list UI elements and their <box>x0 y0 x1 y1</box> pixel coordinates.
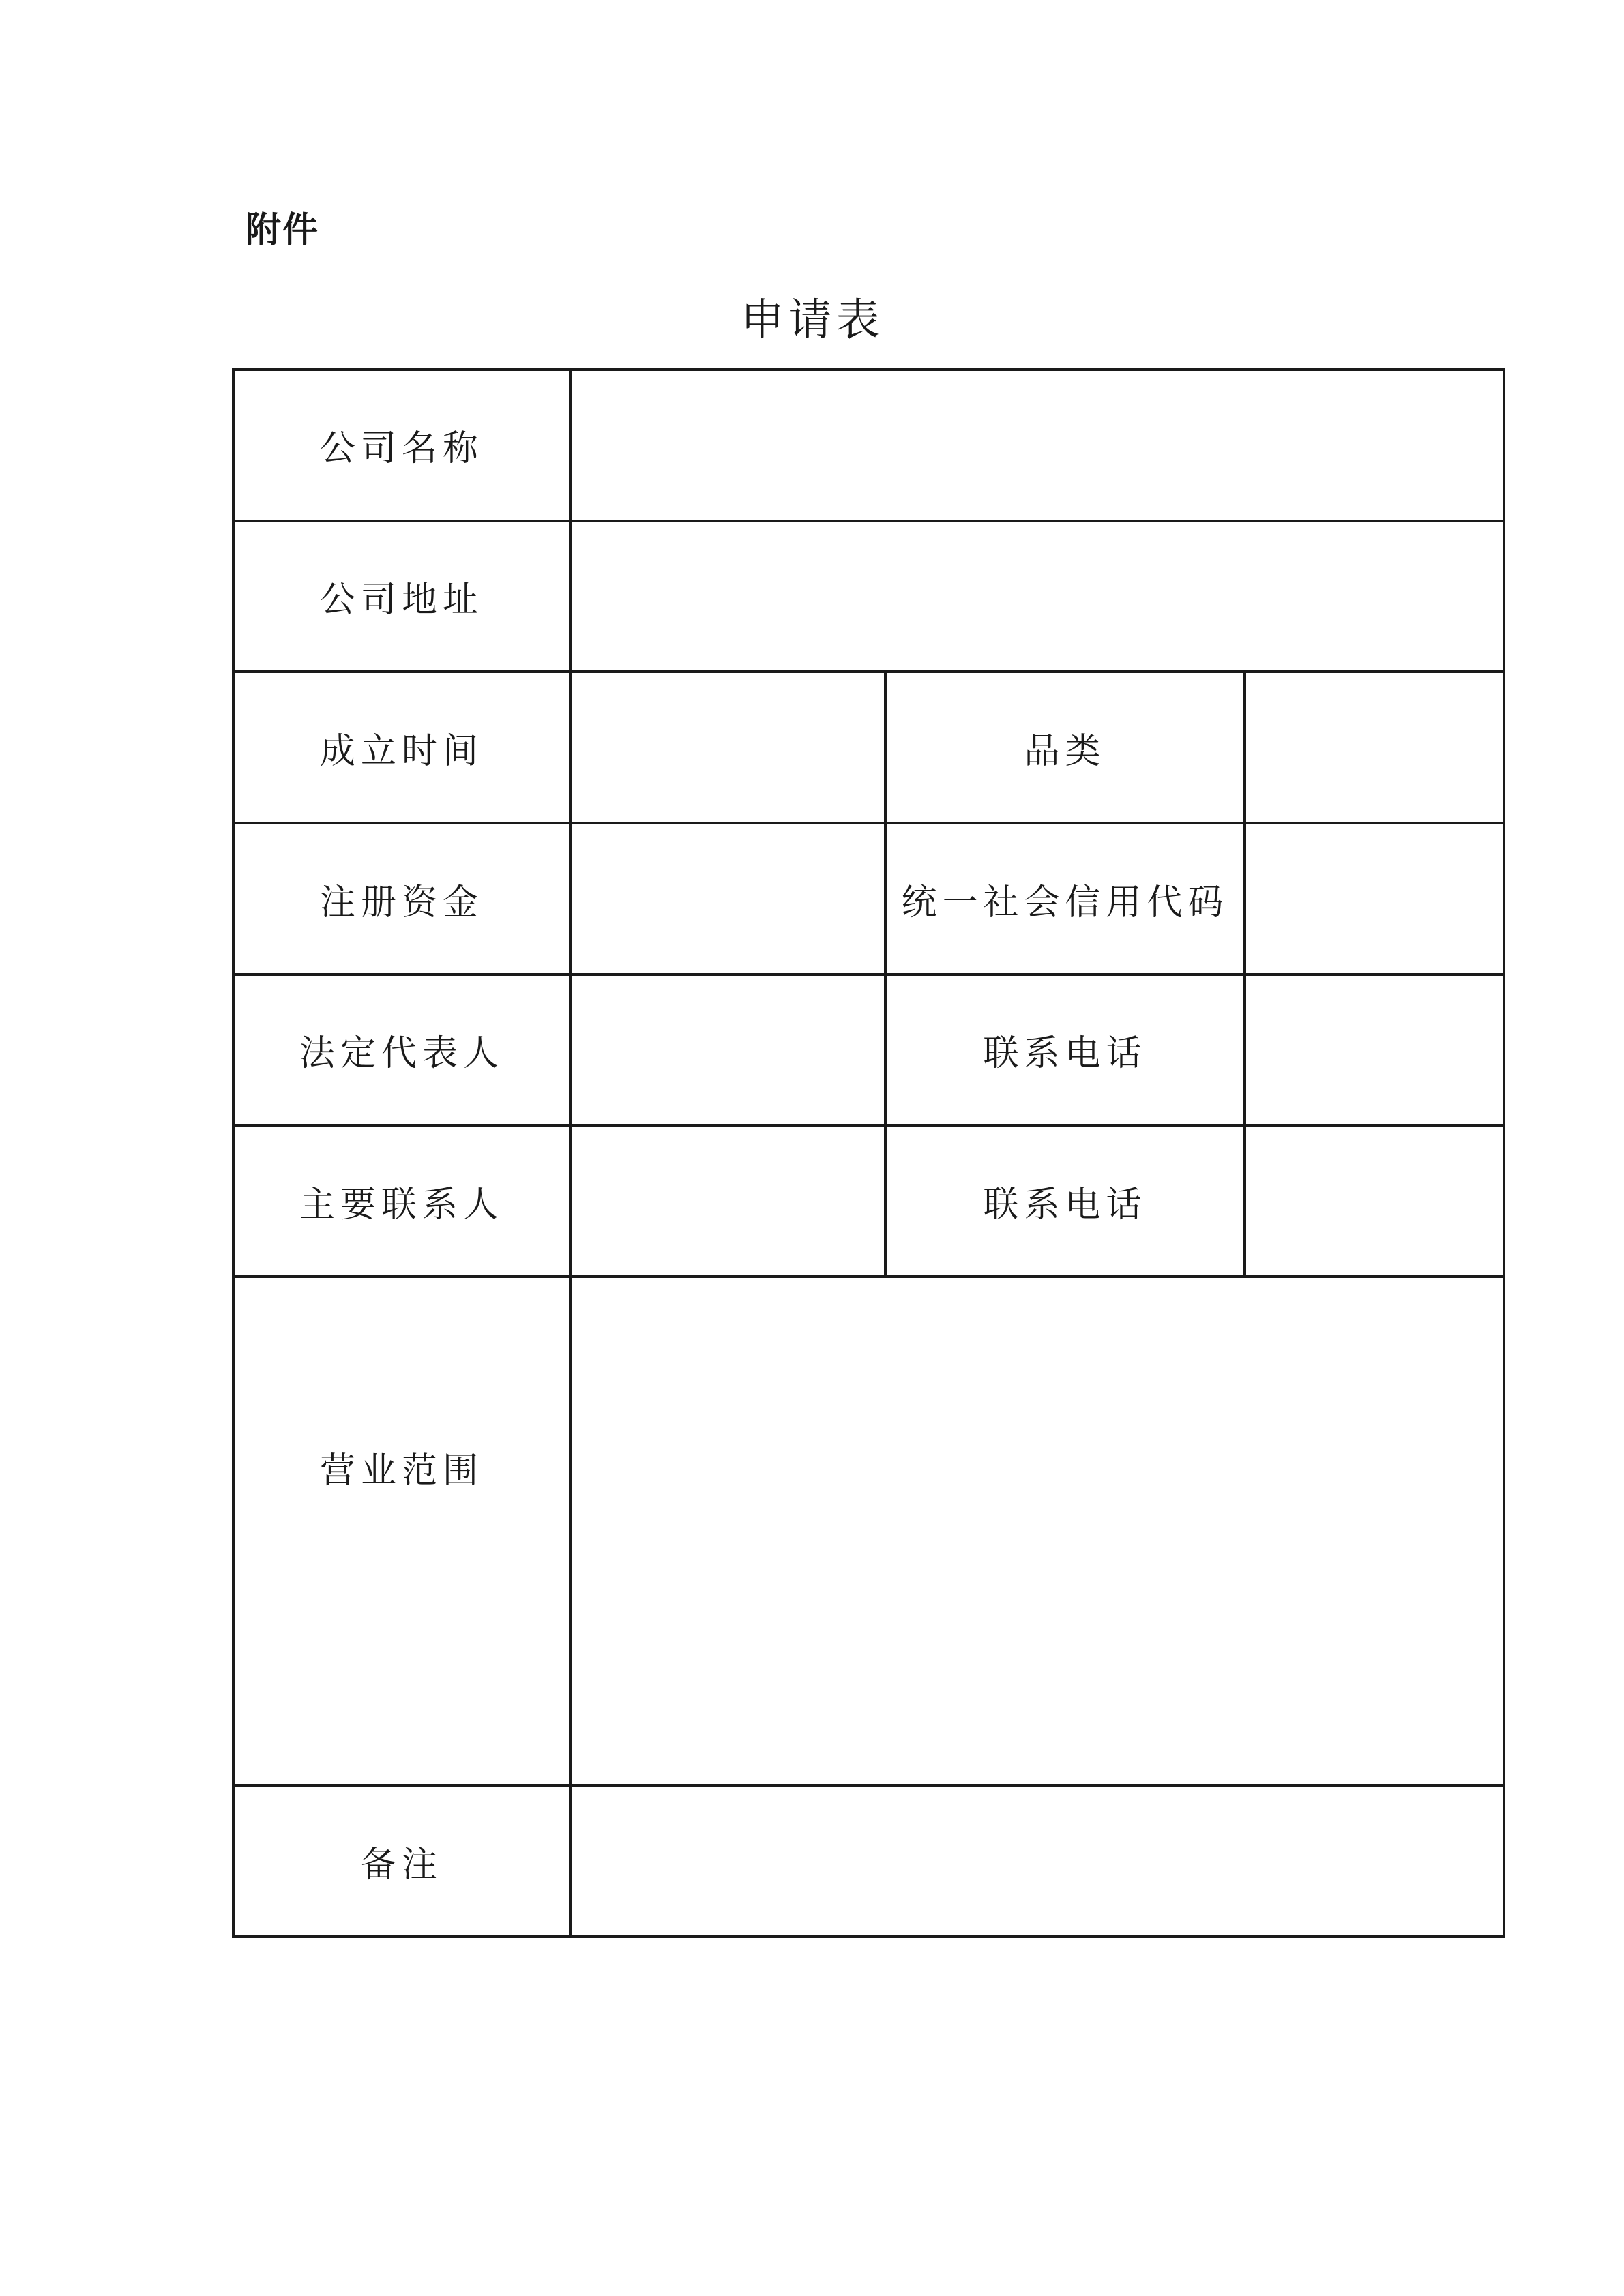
form-row-main-contact <box>233 1126 1504 1277</box>
label-main-contact-phone: 联系电话 <box>885 1126 1245 1277</box>
field-legal-rep-phone[interactable] <box>1245 974 1504 1126</box>
field-established-date[interactable] <box>570 672 885 823</box>
field-registered-capital[interactable] <box>570 823 885 974</box>
label-legal-rep-phone: 联系电话 <box>885 974 1245 1126</box>
application-form-table <box>232 368 1505 1938</box>
field-business-scope[interactable] <box>570 1277 1504 1785</box>
label-company-address: 公司地址 <box>233 521 570 672</box>
label-company-name: 公司名称 <box>233 370 570 521</box>
label-registered-capital: 注册资金 <box>233 823 570 974</box>
label-remarks: 备注 <box>233 1785 570 1937</box>
label-established-date: 成立时间 <box>233 672 570 823</box>
form-row-established <box>233 672 1504 823</box>
form-title: 申请表 <box>740 295 884 346</box>
field-main-contact[interactable] <box>570 1126 885 1277</box>
field-company-address[interactable] <box>570 521 1504 672</box>
field-remarks[interactable] <box>570 1785 1504 1937</box>
form-row-company-address <box>233 521 1504 672</box>
form-row-company-name <box>233 370 1504 521</box>
field-category[interactable] <box>1245 672 1504 823</box>
label-legal-representative: 法定代表人 <box>233 974 570 1126</box>
field-legal-representative[interactable] <box>570 974 885 1126</box>
form-row-legal-rep <box>233 974 1504 1126</box>
field-credit-code[interactable] <box>1245 823 1504 974</box>
field-company-name[interactable] <box>570 370 1504 521</box>
label-credit-code: 统一社会信用代码 <box>885 823 1245 974</box>
field-main-contact-phone[interactable] <box>1245 1126 1504 1277</box>
attachment-label: 附件 <box>246 210 320 251</box>
label-main-contact: 主要联系人 <box>233 1126 570 1277</box>
form-row-capital <box>233 823 1504 974</box>
label-category: 品类 <box>885 672 1245 823</box>
form-row-remarks <box>233 1785 1504 1937</box>
form-row-business-scope <box>233 1277 1504 1785</box>
label-business-scope: 营业范围 <box>233 1277 570 1785</box>
